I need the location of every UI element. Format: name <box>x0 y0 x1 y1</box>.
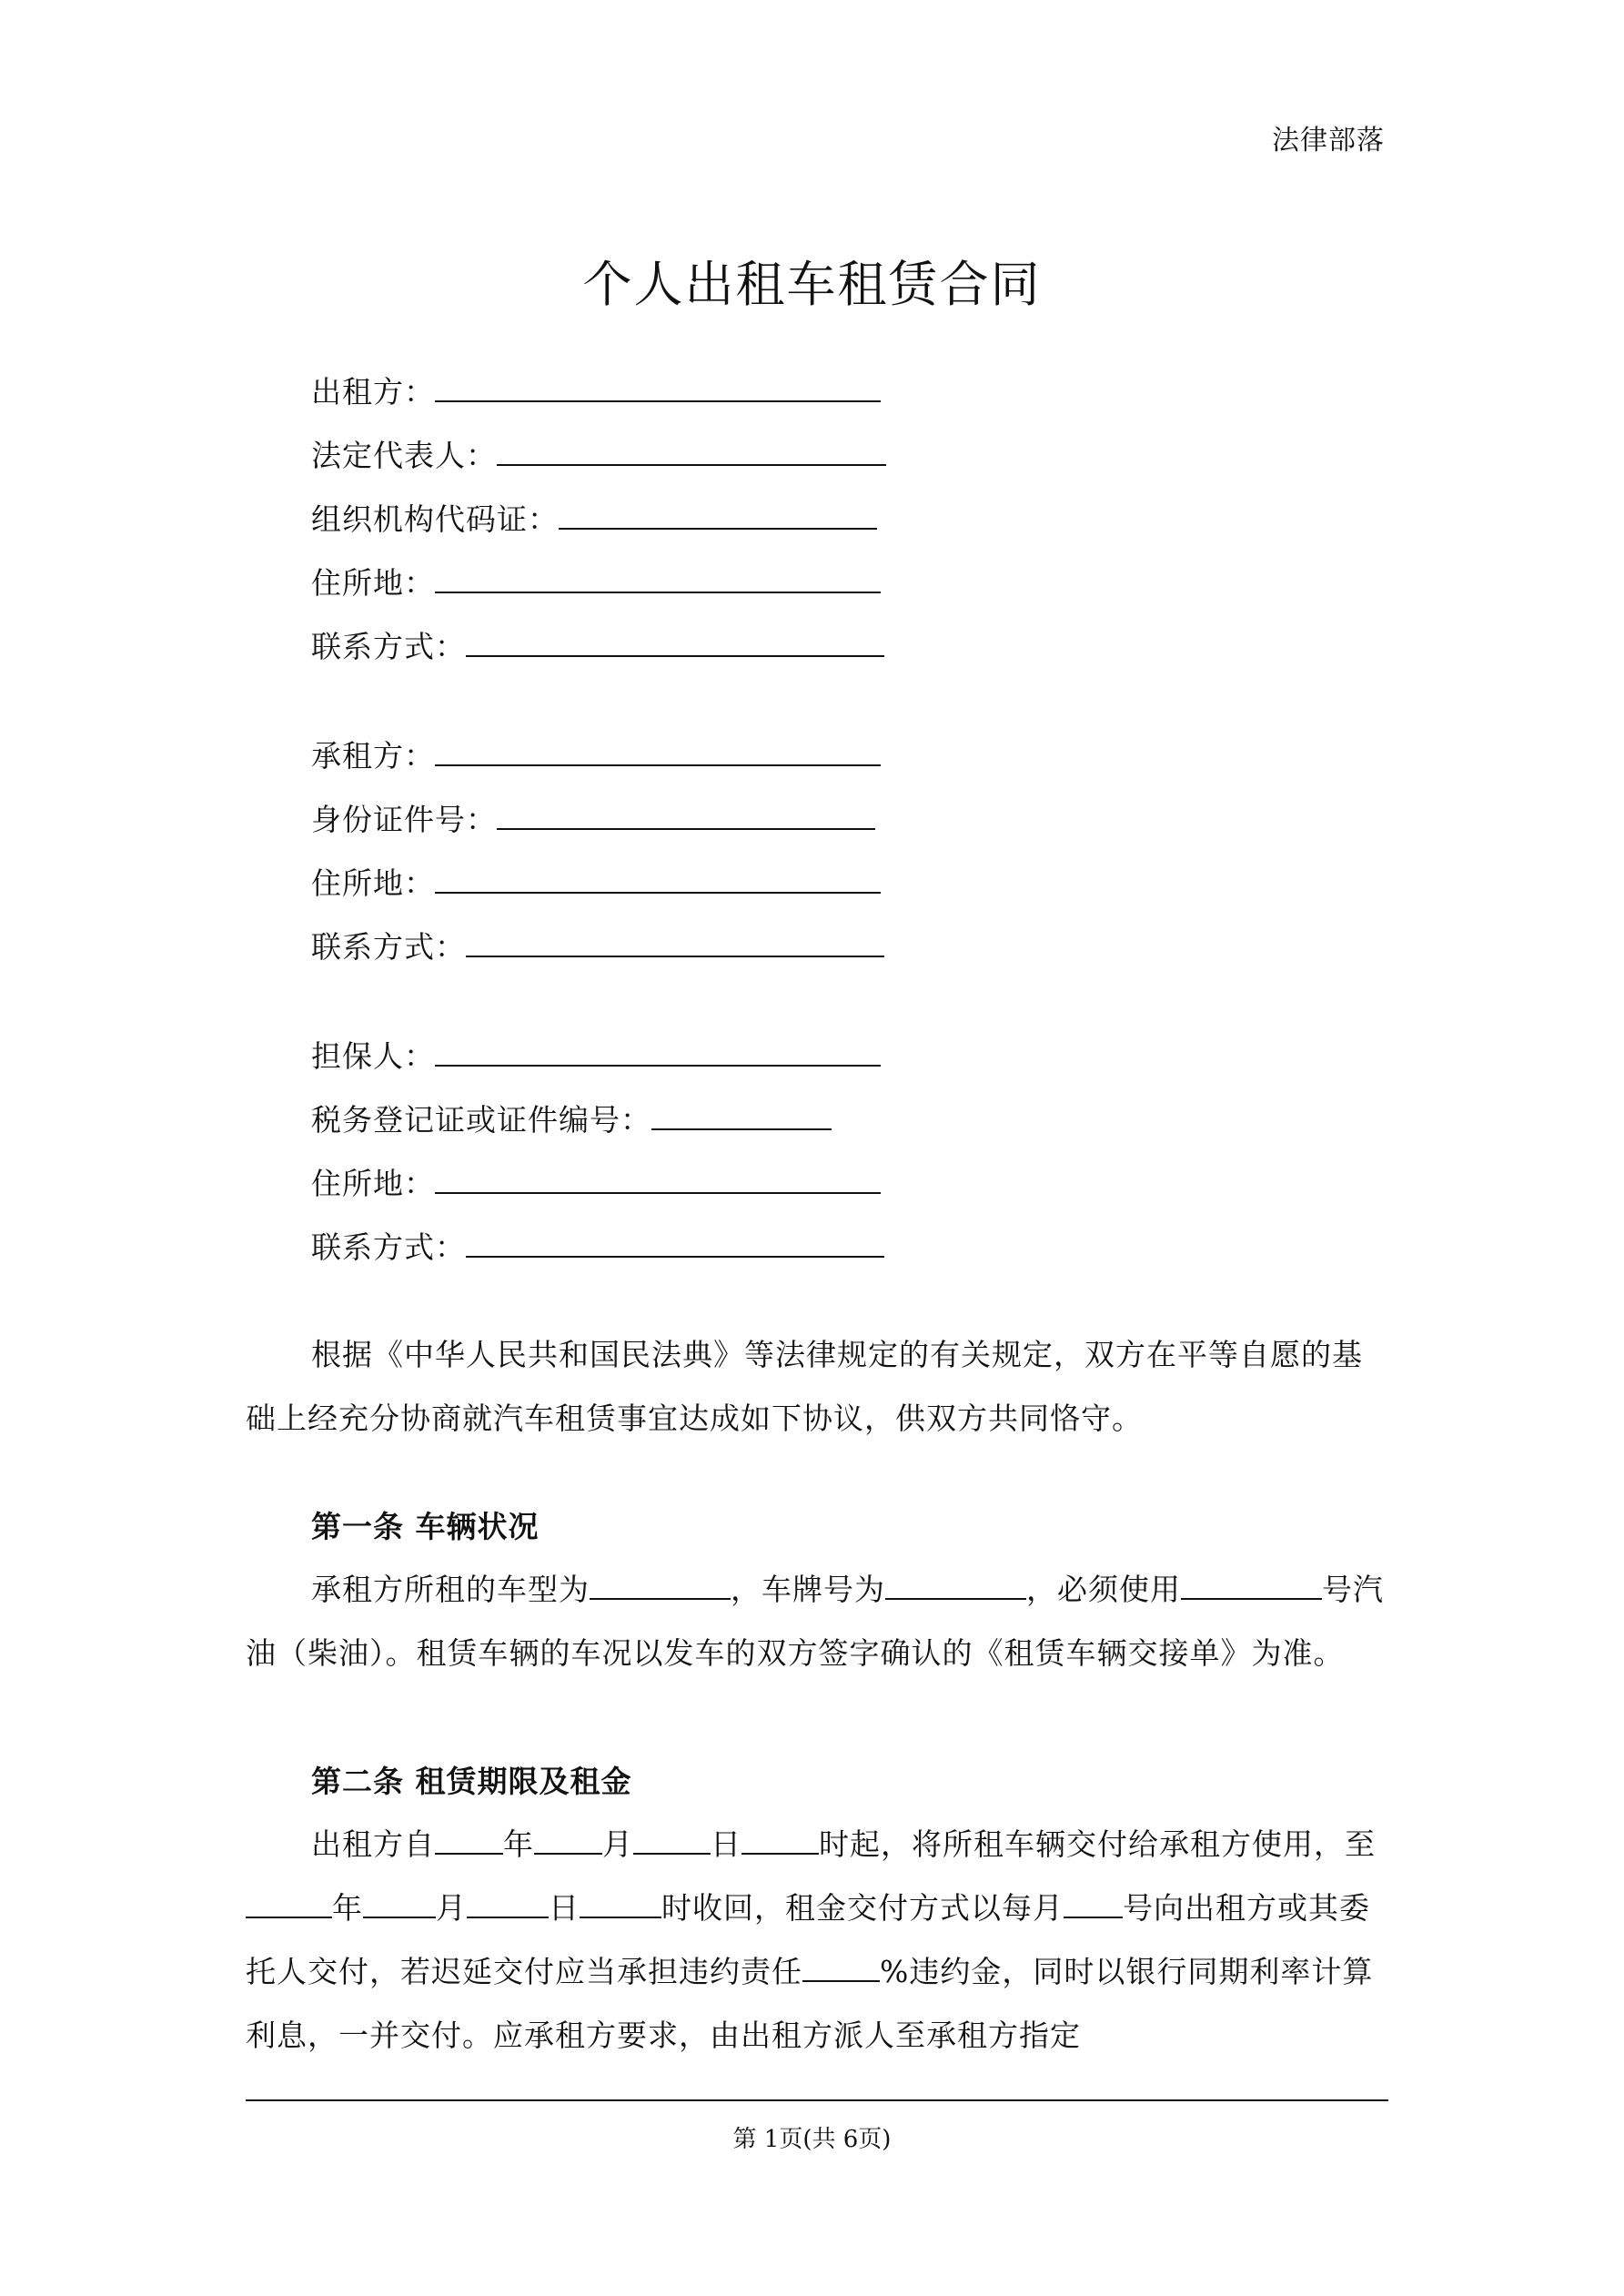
guarantor-tax-id-field <box>311 1096 832 1139</box>
page-number: 第 1页(共 6页) <box>732 2126 892 2153</box>
text: 承租方所租的车型为 <box>311 1572 590 1607</box>
field-label: 联系方式： <box>311 1229 466 1265</box>
field-label: 税务登记证或证件编号： <box>311 1102 651 1138</box>
footer-divider <box>246 2099 1388 2101</box>
lessor-name-field <box>311 368 881 411</box>
blank-start-hour <box>741 1826 819 1855</box>
field-label: 法定代表人： <box>311 438 497 473</box>
field-label: 住所地： <box>311 865 435 901</box>
field-label: 担保人： <box>311 1038 435 1074</box>
lessor-legal-rep-field <box>311 431 886 475</box>
blank-start-year <box>435 1826 503 1855</box>
article1-body <box>246 1558 1388 1685</box>
fill-blank <box>435 368 881 402</box>
article2-body <box>246 1813 1388 2068</box>
blank-end-hour <box>580 1889 661 1918</box>
fill-blank <box>651 1096 832 1130</box>
text: 出租方自 <box>311 1826 435 1862</box>
fill-blank <box>559 495 877 530</box>
text: %违约金，同时以银行同期利率计算利息，一并交付。应承租方要求，由出租方派人至承租方指定 <box>246 1954 1374 2053</box>
blank-penalty-rate <box>802 1953 880 1982</box>
intro-paragraph: 根据《中华人民共和国民法典》等法律规定的有关规定，双方在平等自愿的基础上经充分协商就汽车租赁事宜达成如下协议，供双方共同恪守。 <box>246 1337 1363 1436</box>
fill-blank <box>497 431 886 466</box>
blank-start-day <box>633 1826 711 1855</box>
text: 时起，将所租车辆交付给承租方使用，至 <box>819 1826 1376 1862</box>
text: 年 <box>503 1826 534 1862</box>
fill-blank <box>466 622 884 657</box>
text: 日 <box>711 1826 741 1862</box>
text: ，必须使用 <box>1026 1572 1181 1607</box>
text: 年 <box>332 1890 363 1926</box>
blank-end-year <box>246 1889 332 1918</box>
lessee-contact-field <box>311 923 884 966</box>
field-label: 联系方式： <box>311 629 466 664</box>
lessee-address-field <box>311 859 881 903</box>
text: 号汽油（柴油）。租赁车辆的车况以发车的双方签字确认的《租赁车辆交接单》为准。 <box>246 1572 1384 1671</box>
blank-end-month <box>363 1889 436 1918</box>
text: 日 <box>549 1890 580 1926</box>
blank-payment-day <box>1064 1889 1123 1918</box>
field-label: 组织机构代码证： <box>311 501 559 537</box>
fill-blank <box>435 732 881 766</box>
field-label: 身份证件号： <box>311 802 497 837</box>
lessor-contact-field <box>311 622 884 666</box>
fill-blank <box>435 559 881 593</box>
blank-plate-number <box>885 1571 1026 1600</box>
lessee-id-field <box>311 795 875 839</box>
fill-blank <box>435 1032 881 1067</box>
guarantor-contact-field <box>311 1223 884 1267</box>
blank-start-month <box>534 1826 602 1855</box>
fill-blank <box>435 859 881 894</box>
blank-car-model <box>590 1571 731 1600</box>
header-tag: 法律部落 <box>1272 125 1385 157</box>
fill-blank <box>466 1223 884 1258</box>
article1-heading: 第一条 车辆状况 <box>311 1509 540 1544</box>
blank-end-day <box>467 1889 549 1918</box>
text: 时收回，租金交付方式以每月 <box>661 1890 1064 1926</box>
guarantor-address-field <box>311 1159 881 1203</box>
field-label: 住所地： <box>311 565 435 601</box>
text: 月 <box>436 1890 467 1926</box>
lessee-name-field <box>311 732 881 775</box>
field-label: 出租方： <box>311 374 435 410</box>
lessor-address-field <box>311 559 881 602</box>
field-label: 承租方： <box>311 738 435 774</box>
lessor-org-code-field <box>311 495 877 539</box>
field-label: 联系方式： <box>311 929 466 965</box>
document-title: 个人出租车租赁合同 <box>582 256 1042 313</box>
text: 月 <box>602 1826 633 1862</box>
text: 号向出租方或其委托人交付，若迟延交付应当承担违约责任 <box>246 1890 1370 1989</box>
blank-fuel-grade <box>1181 1571 1322 1600</box>
fill-blank <box>435 1159 881 1194</box>
guarantor-name-field <box>311 1032 881 1076</box>
text: ，车牌号为 <box>731 1572 885 1607</box>
field-label: 住所地： <box>311 1166 435 1201</box>
fill-blank <box>466 923 884 957</box>
fill-blank <box>497 795 875 830</box>
article2-heading: 第二条 租赁期限及租金 <box>311 1764 632 1799</box>
